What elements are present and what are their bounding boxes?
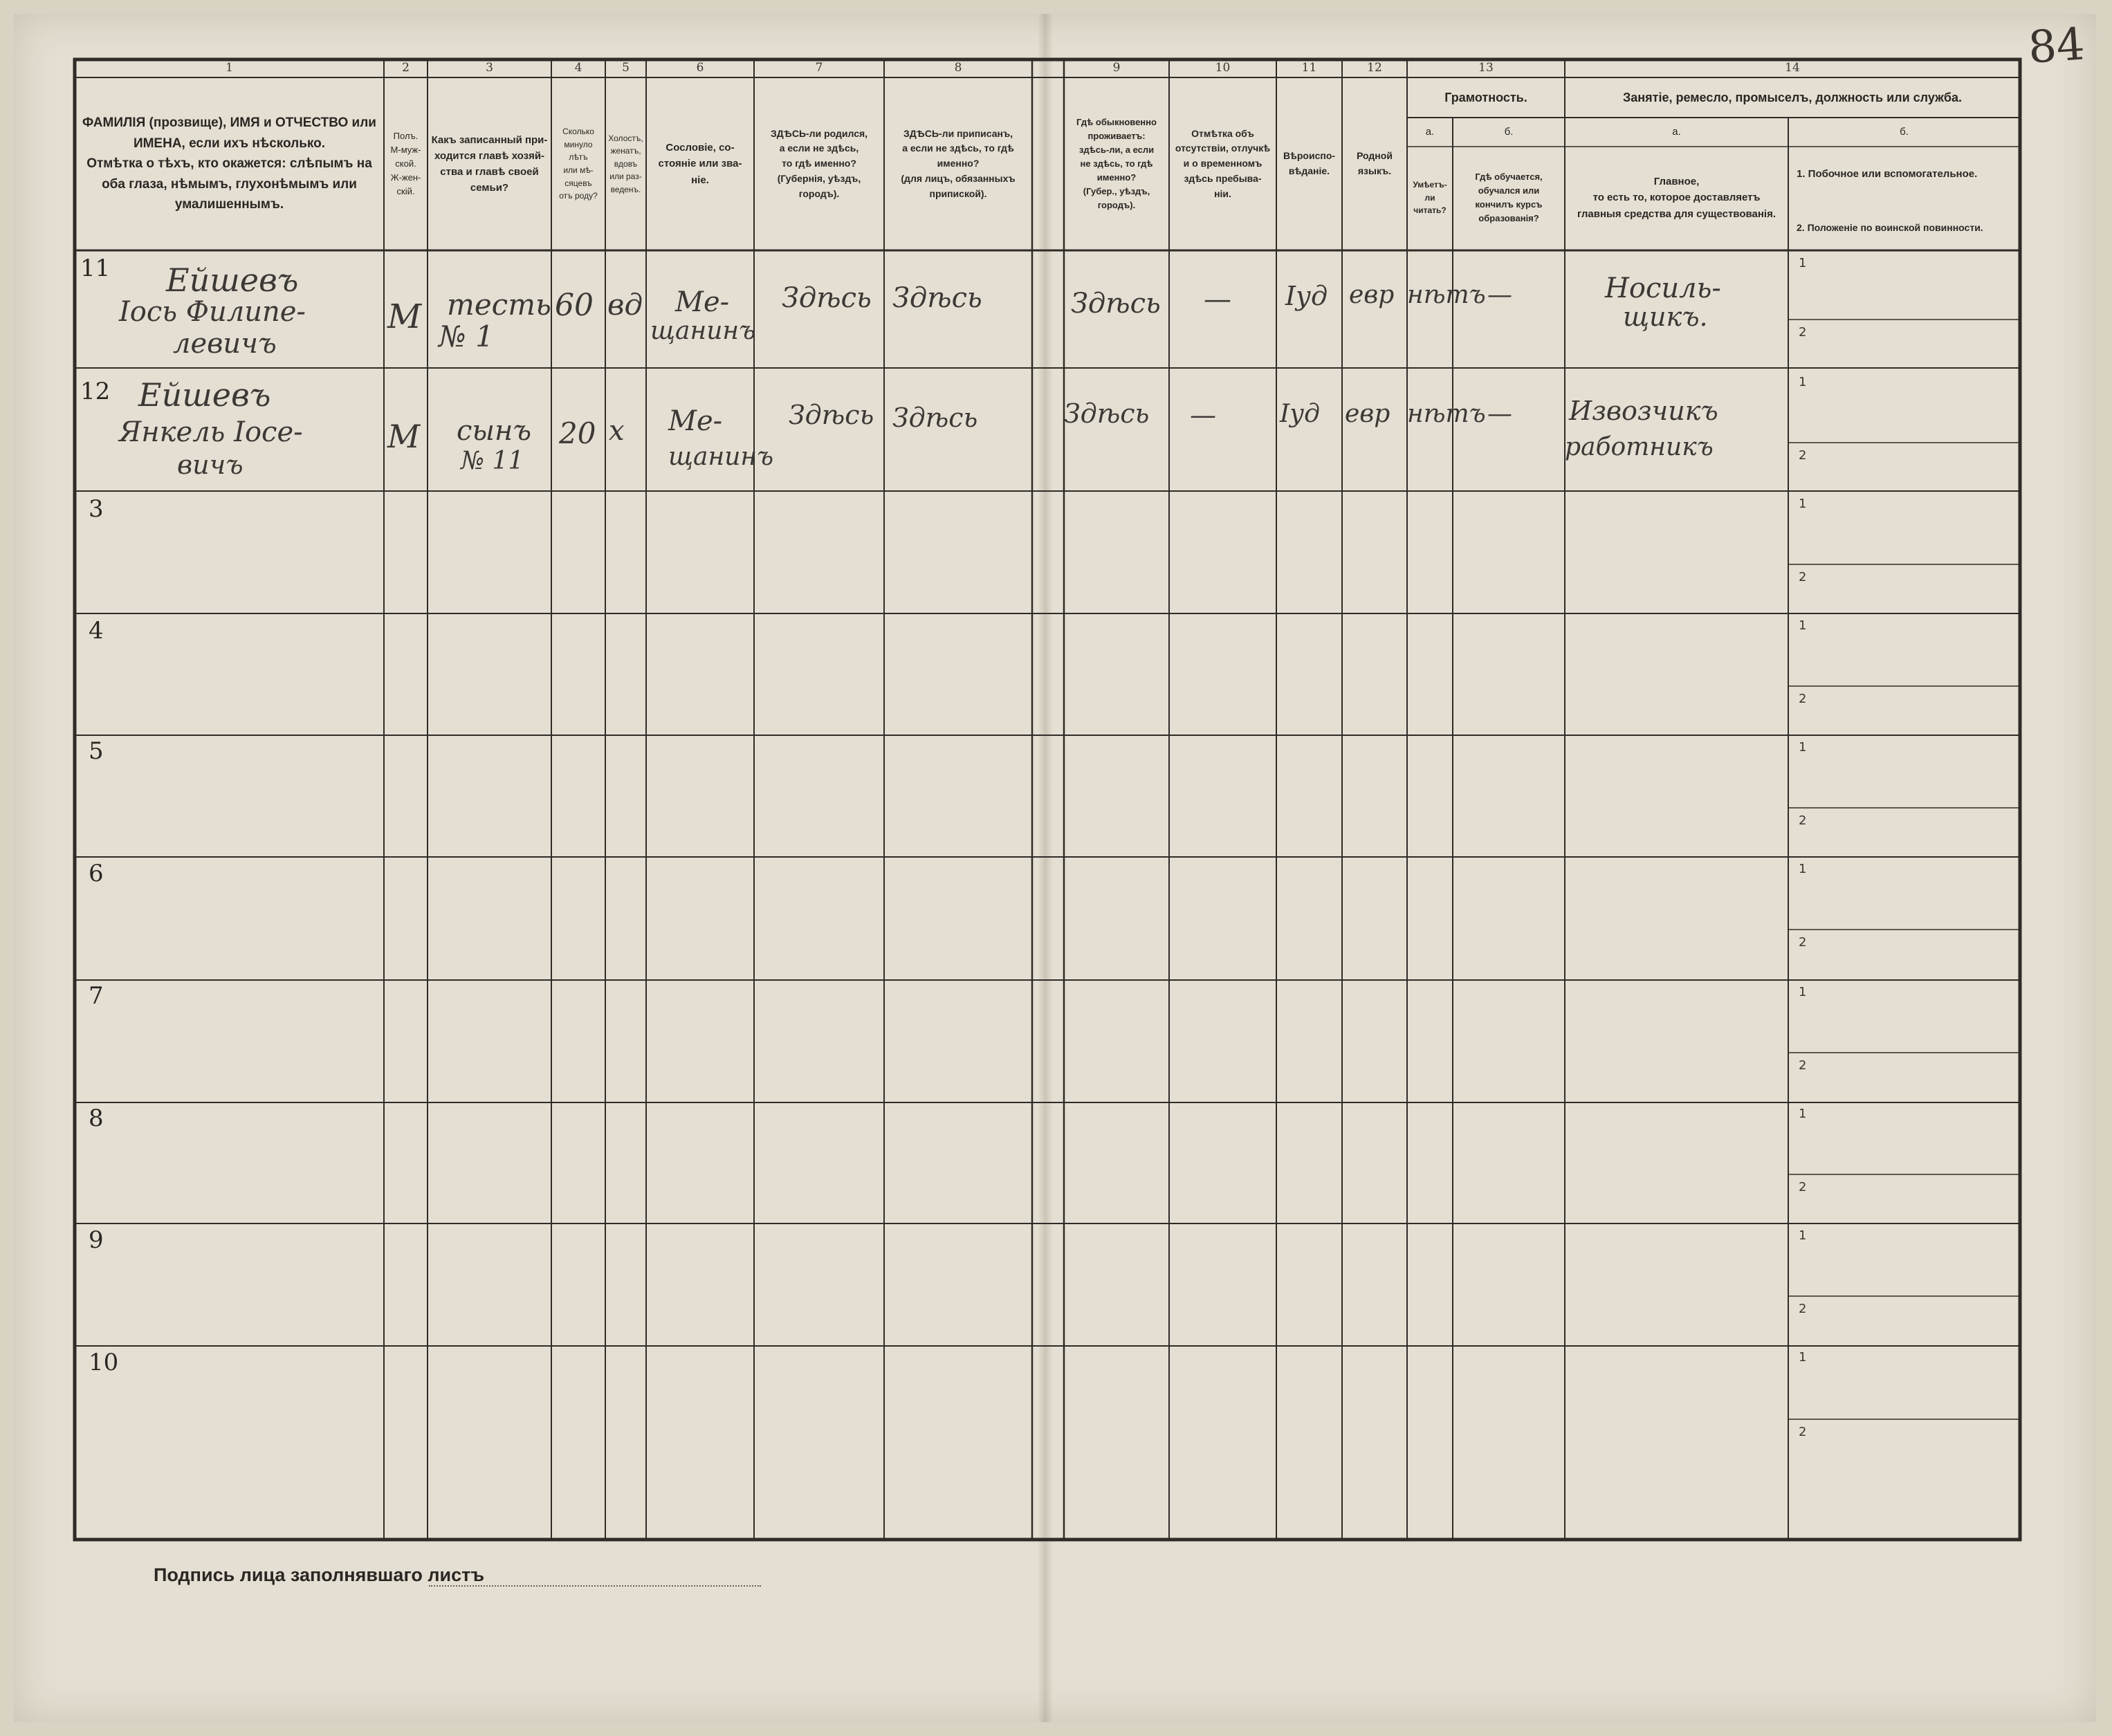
subrow-number: 1 <box>1799 862 1807 876</box>
column-number: 6 <box>696 61 704 75</box>
occupation-value-cont: щикъ. <box>1623 302 1708 332</box>
residence-value: Здѣсь <box>1071 288 1161 320</box>
column-number: 11 <box>1301 61 1317 75</box>
row-number: 7 <box>89 982 104 1010</box>
column-number: 7 <box>815 61 823 75</box>
header-military-status: 2. Положеніе по воинской повинности. <box>1797 222 1983 234</box>
absence-value: — <box>1190 400 1216 430</box>
subrow-number: 1 <box>1799 1228 1807 1243</box>
header-age: Сколько минуло лѣтъ или мѣ- сяцевъ отъ роду? <box>559 127 598 201</box>
row-number: 6 <box>89 860 104 887</box>
header-sex: Полъ. М-муж- ской. Ж-жен- скій. <box>390 130 421 197</box>
estate-value: Ме- <box>675 286 730 318</box>
relation-value: тесть <box>447 288 551 322</box>
given-name: Янкель Іосе- <box>119 416 303 448</box>
column-number: 2 <box>402 61 410 75</box>
row-number: 5 <box>89 737 104 765</box>
subrow-number: 1 <box>1799 375 1807 389</box>
signature-label: Подпись лица заполнявшаго листъ <box>154 1564 484 1585</box>
absence-value: — <box>1204 284 1231 315</box>
row-number: 8 <box>89 1105 104 1132</box>
header-occupation: Занятіе, ремесло, промыселъ, должность или служба. <box>1622 91 1963 105</box>
occupation-value: Носиль- <box>1605 273 1721 304</box>
education-value: — <box>1487 281 1512 309</box>
header-education: Гдѣ обучается, обучался или кончилъ курсъ образованія? <box>1475 171 1543 224</box>
column-number: 5 <box>622 61 630 75</box>
header-occupation-b-letter: б. <box>1900 126 1909 138</box>
column-number: 1 <box>226 61 233 75</box>
column-number: 4 <box>574 61 582 75</box>
row-number: 3 <box>89 495 104 523</box>
subrow-number: 1 <box>1799 1107 1807 1121</box>
birthplace-value: Здѣсь <box>782 282 872 314</box>
column-number: 13 <box>1478 61 1494 75</box>
header-literacy: Грамотность. <box>1444 91 1527 105</box>
subrow-number: 1 <box>1799 497 1807 511</box>
column-number: 12 <box>1367 61 1382 75</box>
surname: Ейшевъ <box>138 376 271 414</box>
patronymic: левичъ <box>173 328 277 360</box>
subrow-number: 1 <box>1799 1350 1807 1365</box>
subrow-number: 1 <box>1799 618 1807 633</box>
registered-value: Здѣсь <box>892 282 982 314</box>
marital-value: вд <box>607 288 643 322</box>
sex-value: М <box>387 297 422 336</box>
subrow-number: 1 <box>1799 985 1807 999</box>
header-marital: Холостъ, женатъ, вдовъ или раз- веденъ. <box>608 133 643 194</box>
subrow-number: 2 <box>1799 1425 1807 1439</box>
header-can-read: Умѣетъ- ли читать? <box>1413 180 1447 216</box>
residence-value: Здѣсь <box>1064 398 1150 429</box>
occupation-value: Извозчикъ <box>1569 396 1718 426</box>
birthplace-value: Здѣсь <box>789 400 874 430</box>
religion-value: Іуд <box>1285 281 1328 311</box>
header-religion: Вѣроиспо- вѣданіе. <box>1283 150 1336 176</box>
estate-value-cont: щанинъ <box>650 317 756 345</box>
subrow-number: 2 <box>1799 935 1807 950</box>
row-number: 12 <box>80 378 111 405</box>
column-number: 10 <box>1215 61 1231 75</box>
header-secondary-occupation: 1. Побочное или вспомогательное. <box>1797 168 1978 181</box>
occupation-value-cont: работникъ <box>1565 433 1714 461</box>
subrow-number: 2 <box>1799 448 1807 463</box>
column-number: 3 <box>486 61 493 75</box>
header-residence: Гдѣ обыкновенно проживаетъ: здѣсь-ли, а если не здѣсь, то гдѣ именно? (Губер., уѣздъ, городъ). <box>1076 116 1157 211</box>
subrow-number: 2 <box>1799 692 1807 706</box>
subrow-number: 2 <box>1799 1180 1807 1194</box>
relation-number: № 11 <box>461 447 524 475</box>
row-number: 10 <box>89 1349 119 1376</box>
language-value: евр <box>1349 281 1395 309</box>
language-value: евр <box>1345 400 1390 428</box>
age-value: 20 <box>559 416 596 450</box>
age-value: 60 <box>555 288 594 323</box>
header-estate: Сословіе, со- стояніе или зва- ніе. <box>658 142 742 186</box>
religion-value: Іуд <box>1280 400 1320 428</box>
signature-line <box>429 1585 761 1587</box>
patronymic: вичъ <box>177 450 244 480</box>
row-number: 4 <box>89 617 104 645</box>
column-number: 8 <box>954 61 962 75</box>
subrow-number: 1 <box>1799 740 1807 755</box>
registered-value: Здѣсь <box>892 403 978 433</box>
column-number: 9 <box>1112 61 1121 75</box>
estate-value: Ме- <box>668 405 723 437</box>
header-main-occupation: Главное, то есть то, которое доставляетъ главныя средства для существованія. <box>1577 176 1776 220</box>
education-value: — <box>1487 400 1512 428</box>
row-number: 11 <box>80 255 111 282</box>
header-registered: ЗДѢСЬ-ли приписанъ, а если не здѣсь, то гдѣ именно? (для лицъ, обязанныхъ припиской). <box>901 127 1016 199</box>
subrow-number: 2 <box>1799 1302 1807 1316</box>
subrow-number: 2 <box>1799 325 1807 340</box>
column-number: 14 <box>1785 61 1800 75</box>
relation-number: № 1 <box>439 320 494 353</box>
marital-value: х <box>609 415 625 447</box>
header-relation: Какъ записанный при- ходится главѣ хозяй- ства и главѣ своей семьи? <box>431 133 548 194</box>
sex-value: М <box>387 418 421 455</box>
header-name: ФАМИЛІЯ (прозвище), ИМЯ и ОТЧЕСТВО или ИМЕНА, если ихъ нѣсколько. Отмѣтка о тѣхъ, кто окажется: слѣпымъ на оба глаза, нѣмымъ, глухонѣмымъ или умалишеннымъ. <box>82 116 376 212</box>
row-number: 9 <box>89 1226 104 1254</box>
literacy-value: нѣтъ <box>1407 400 1486 428</box>
given-name: Іось Филипе- <box>119 296 306 328</box>
header-literacy-a-letter: а. <box>1425 126 1435 138</box>
subrow-number: 2 <box>1799 570 1807 584</box>
header-literacy-b-letter: б. <box>1504 126 1514 138</box>
page-number: 84 <box>2026 19 2086 74</box>
subrow-number: 1 <box>1799 256 1807 270</box>
header-absence: Отмѣтка объ отсутствіи, отлучкѣ и о временномъ здѣсь пребыва- ніи. <box>1175 127 1271 199</box>
subrow-number: 2 <box>1799 1058 1807 1073</box>
surname: Ейшевъ <box>166 261 299 299</box>
header-birthplace: ЗДѢСЬ-ли родился, а если не здѣсь, то гдѣ именно? (Губернія, уѣздъ, городъ). <box>770 127 868 199</box>
relation-value: сынъ <box>457 415 531 447</box>
subrow-number: 2 <box>1799 813 1807 828</box>
header-language: Родной языкъ. <box>1357 150 1393 176</box>
literacy-value: нѣтъ <box>1407 281 1486 309</box>
header-occupation-a-letter: а. <box>1672 126 1681 138</box>
estate-value-cont: щанинъ <box>668 443 774 471</box>
